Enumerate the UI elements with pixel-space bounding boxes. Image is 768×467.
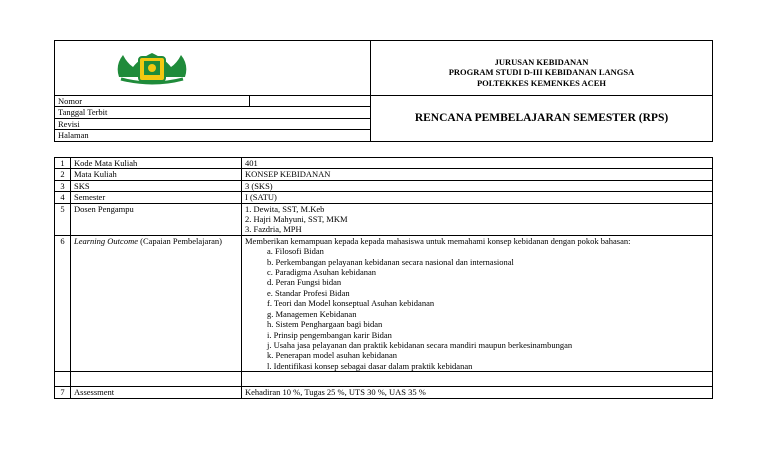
row-number: 1: [55, 158, 71, 169]
row-number: 7: [55, 387, 71, 398]
row-value: I (SATU): [242, 192, 713, 203]
institution-line: JURUSAN KEBIDANAN: [494, 57, 589, 67]
list-item: a. Filosofi Bidan: [267, 246, 324, 257]
spacer-cell: [242, 372, 713, 387]
meta-tanggal-terbit: Tanggal Terbit: [55, 107, 371, 118]
row-number: 3: [55, 180, 71, 191]
row-label: [71, 235, 242, 371]
row-value: KONSEP KEBIDANAN: [242, 169, 713, 180]
course-info-table: [54, 157, 713, 399]
table-row: [55, 169, 713, 180]
dosen-list: [242, 203, 713, 235]
row-value: Kehadiran 10 %, Tugas 25 %, UTS 30 %, UAS 35 %: [242, 387, 713, 398]
institution-line: PROGRAM STUDI D-III KEBIDANAN LANGSA: [448, 67, 635, 78]
list-item: i. Prinsip pengembangan karir Bidan: [267, 329, 392, 340]
spacer-cell: [71, 372, 242, 387]
table-row-spacer: [55, 372, 713, 387]
dosen-name: 3. Fazdria, MPH: [245, 224, 302, 235]
row-label-rest: (Capaian Pembelajaran): [137, 235, 223, 246]
document-header-table: [54, 40, 713, 142]
institution-line: POLTEKKES KEMENKES ACEH: [476, 77, 607, 88]
institution-emblem-icon: [113, 47, 191, 87]
meta-nomor: Nomor: [55, 96, 250, 107]
list-item: k. Penerapan model asuhan kebidanan: [267, 350, 398, 361]
spacer-cell: [55, 372, 71, 387]
meta-halaman: Halaman: [55, 130, 371, 141]
list-item: c. Paradigma Asuhan kebidanan: [267, 267, 377, 278]
institution-block: [371, 41, 713, 96]
table-row-assessment: [55, 387, 713, 398]
dosen-name: 1. Dewita, SST, M.Keb: [245, 203, 325, 214]
row-number: 6: [55, 235, 71, 371]
list-item: j. Usaha jasa pelayanan dan praktik kebidanan secara mandiri maupun berkesinambungan: [267, 339, 573, 350]
list-item: f. Teori dan Model konseptual Asuhan kebidanan: [267, 298, 435, 309]
row-label: Kode Mata Kuliah: [71, 158, 242, 169]
row-label: Dosen Pengampu: [71, 203, 242, 235]
list-item: e. Standar Profesi Bidan: [267, 287, 350, 298]
list-item: b. Perkembangan pelayanan kebidanan secara nasional dan internasional: [267, 256, 514, 267]
row-label: Assessment: [71, 387, 242, 398]
row-label-italic: Learning Outcome: [74, 235, 138, 246]
list-item: l. Identifikasi konsep sebagai dasar dalam praktik kebidanan: [267, 360, 473, 371]
table-row: [55, 180, 713, 191]
meta-revisi: Revisi: [55, 118, 371, 129]
row-label: SKS: [71, 180, 242, 191]
list-item: g. Managemen Kebidanan: [267, 308, 357, 319]
row-label: Mata Kuliah: [71, 169, 242, 180]
table-row: [55, 158, 713, 169]
learning-outcome-intro: Memberikan kemampuan kepada kepada mahasiswa untuk memahami konsep kebidanan dengan pokok bahasan:: [245, 235, 631, 246]
list-item: d. Peran Fungsi bidan: [267, 277, 342, 288]
row-number: 2: [55, 169, 71, 180]
logo-cell: [55, 41, 250, 96]
learning-outcome-content: [242, 235, 713, 371]
row-value: 3 (SKS): [242, 180, 713, 191]
row-label: Semester: [71, 192, 242, 203]
dosen-name: 2. Hajri Mahyuni, SST, MKM: [245, 214, 348, 225]
row-value: 401: [242, 158, 713, 169]
table-row-dosen: [55, 203, 713, 235]
document-title: RENCANA PEMBELAJARAN SEMESTER (RPS): [371, 96, 713, 142]
table-row-learning-outcome: [55, 235, 713, 371]
blank-cell: [249, 41, 371, 96]
row-number: 4: [55, 192, 71, 203]
row-number: 5: [55, 203, 71, 235]
list-item: h. Sistem Penghargaan bagi bidan: [267, 319, 383, 330]
meta-blank: [249, 96, 371, 107]
table-row: [55, 192, 713, 203]
